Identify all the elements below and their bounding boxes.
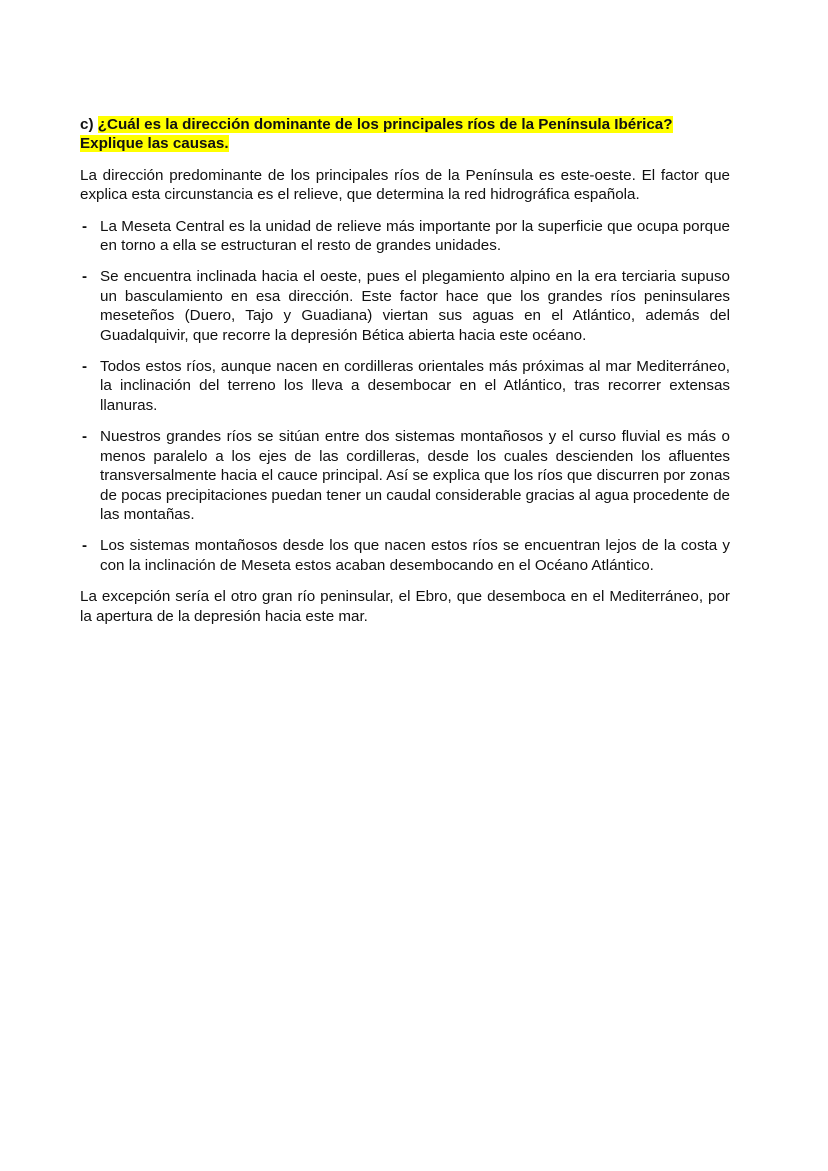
- bullet-marker: -: [82, 268, 88, 286]
- bullet-marker: -: [82, 428, 88, 446]
- intro-paragraph: La dirección predominante de los principales ríos de la Península es este-oeste. El factor que explica esta circunstancia es el relieve, que determina la red hidrográfica española.: [80, 166, 730, 204]
- bullet-list: [80, 217, 730, 576]
- bullet-marker: -: [82, 358, 88, 376]
- conclusion-paragraph: La excepción sería el otro gran río peninsular, el Ebro, que desemboca en el Mediterráneo, por la apertura de la depresión hacia este mar.: [80, 588, 730, 625]
- question-heading: [80, 115, 730, 154]
- bullet-text: Los sistemas montañosos desde los que nacen estos ríos se encuentran lejos de la costa y con la inclinación de Meseta estos acaban desembocando en el Océano Atlántico.: [100, 537, 730, 574]
- bullet-item: [80, 427, 730, 524]
- bullet-text: Se encuentra inclinada hacia el oeste, pues el plegamiento alpino en la era terciaria supuso un basculamiento en esa dirección. Este factor hace que los grandes ríos peninsulares meseteños (Duero, Tajo y Guadiana) viertan sus aguas en el Atlántico, además del Guadalquivir, que recorre la depresión Bética abierta hacia este océano.: [100, 268, 730, 344]
- document-body: [80, 115, 730, 638]
- bullet-item: [80, 536, 730, 575]
- bullet-item: [80, 217, 730, 256]
- bullet-text: La Meseta Central es la unidad de relieve más importante por la superficie que ocupa porque en torno a ella se estructuran el resto de grandes unidades.: [100, 217, 730, 255]
- question-highlighted-text: ¿Cuál es la dirección dominante de los principales ríos de la Península Ibérica? Explique las causas.: [80, 116, 673, 153]
- bullet-item: [80, 267, 730, 345]
- bullet-item: [80, 357, 730, 415]
- bullet-marker: -: [82, 537, 88, 555]
- bullet-text: Todos estos ríos, aunque nacen en cordilleras orientales más próximas al mar Mediterráneo, la inclinación del terreno los lleva a desembocar en el Atlántico, tras recorrer extensas llanuras.: [100, 358, 730, 414]
- question-prefix: c): [80, 116, 98, 133]
- bullet-text: Nuestros grandes ríos se sitúan entre dos sistemas montañosos y el curso fluvial es más o menos paralelo a los ejes de las cordilleras, desde los cuales descienden los afluentes transversalmente hacia el cauce principal. Así se explica que los ríos que discurren por zonas de pocas precipitaciones puedan tener un caudal considerable gracias al agua procedente de las montañas.: [100, 428, 730, 523]
- bullet-marker: -: [82, 217, 88, 235]
